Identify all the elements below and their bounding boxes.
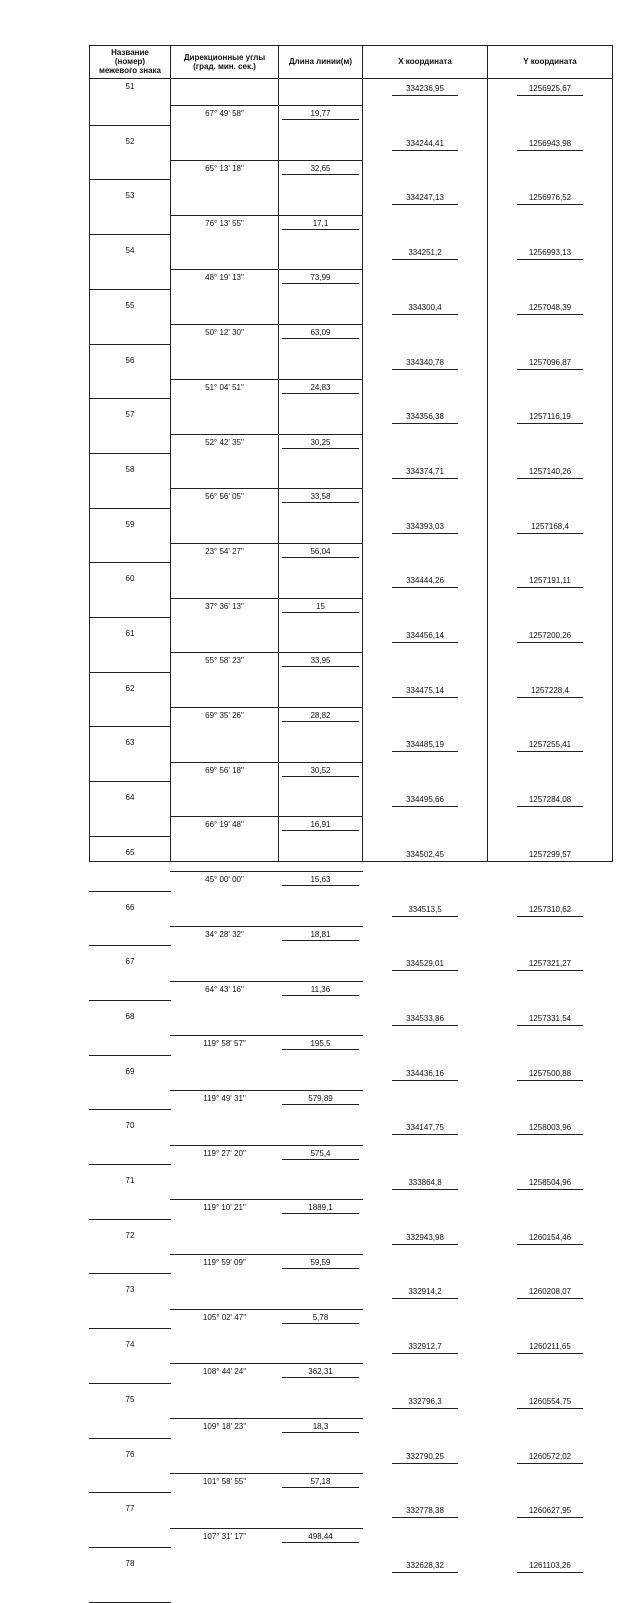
row-border [170,160,363,161]
row-border [170,379,363,380]
row-border [282,1487,359,1488]
row-border [170,762,363,763]
y-coordinate: 1257140,26 [528,467,572,476]
line-length: 18,81 [310,930,331,939]
row-border [282,119,359,120]
row-border [89,781,171,782]
y-coordinate: 1257500,88 [528,1069,572,1078]
line-length: 32,65 [310,164,331,173]
line-length: 498,44 [308,1532,333,1541]
row-border [517,916,583,917]
direction-angle: 119° 58' 57" [203,1039,246,1048]
row-border [517,95,583,96]
direction-angle: 45° 00' 00" [205,875,244,884]
row-border [89,453,171,454]
line-length: 579,89 [308,1094,333,1103]
point-name: 71 [125,1176,135,1185]
line-length: 56,04 [310,547,331,556]
point-name: 70 [125,1121,135,1130]
row-border [89,1000,171,1001]
row-border [392,95,458,96]
row-border [282,666,359,667]
row-border [392,806,458,807]
y-coordinate: 1257168,4 [531,522,569,531]
direction-angle: 76° 13' 55" [205,219,244,228]
row-border [282,885,359,886]
row-border [392,1408,458,1409]
direction-angle: 65° 13' 18" [205,164,244,173]
x-coordinate: 334374,71 [406,467,444,476]
y-coordinate: 1257310,62 [528,905,572,914]
row-border [170,598,363,599]
x-coordinate: 334251,2 [408,248,442,257]
y-coordinate: 1257116,19 [529,412,571,421]
line-length: 18,3 [312,1422,329,1431]
x-coordinate: 332914,2 [408,1287,442,1296]
row-border [89,945,171,946]
row-border [392,587,458,588]
y-coordinate: 1257321,27 [528,959,572,968]
row-border [392,697,458,698]
row-border [517,1080,583,1081]
row-border [392,1517,458,1518]
row-border [282,1323,359,1324]
row-border [89,1164,171,1165]
row-border [170,981,363,982]
line-length: 15 [316,602,325,611]
row-border [392,314,458,315]
row-border [89,672,171,673]
row-border [392,259,458,260]
x-coordinate: 334456,14 [406,631,444,640]
point-name: 72 [125,1231,135,1240]
row-border [517,150,583,151]
header-line-length: Длина линии(м) [288,57,353,66]
row-border [392,861,458,862]
y-coordinate: 1258504,96 [528,1178,572,1187]
row-border [89,726,171,727]
row-border [392,478,458,479]
line-length: 15,63 [310,875,331,884]
line-length: 16,91 [310,820,331,829]
direction-angle: 66° 19' 48" [205,820,244,829]
x-coordinate: 334495,66 [406,795,444,804]
row-border [170,1473,363,1474]
x-coordinate: 332628,32 [406,1561,444,1570]
y-coordinate: 1260554,75 [528,1397,572,1406]
direction-angle: 56° 56' 05" [205,492,244,501]
row-border [170,1035,363,1036]
row-border [170,1363,363,1364]
point-name: 64 [125,793,135,802]
point-name: 59 [125,520,135,529]
row-border [282,1542,359,1543]
line-length: 28,82 [310,711,331,720]
x-coordinate: 334356,38 [406,412,444,421]
row-border [89,617,171,618]
row-border [517,751,583,752]
direction-angle: 69° 56' 18" [205,766,244,775]
point-name: 54 [125,246,135,255]
direction-angle: 105° 02' 47" [202,1313,247,1322]
row-border [517,533,583,534]
x-coordinate: 334529,01 [406,959,444,968]
row-border [282,1268,359,1269]
row-border [392,642,458,643]
row-border [282,721,359,722]
row-border [517,1244,583,1245]
line-length: 575,4 [310,1149,331,1158]
column-border [362,45,363,861]
direction-angle: 67° 49' 58" [205,109,244,118]
direction-angle: 69° 35' 26" [205,711,244,720]
point-name: 60 [125,574,135,583]
row-border [392,970,458,971]
direction-angle: 101° 58' 55" [202,1477,247,1486]
row-border [89,78,613,79]
row-border [392,1463,458,1464]
row-border [282,338,359,339]
row-border [89,234,171,235]
point-name: 75 [125,1395,135,1404]
row-border [89,508,171,509]
point-name: 69 [125,1067,135,1076]
row-border [517,1408,583,1409]
column-border [612,45,613,861]
line-length: 195,5 [310,1039,331,1048]
row-border [282,283,359,284]
x-coordinate: 332778,38 [406,1506,444,1515]
row-border [392,1244,458,1245]
x-coordinate: 334444,26 [406,576,444,585]
y-coordinate: 1257096,87 [528,358,572,367]
line-length: 1889,1 [308,1203,333,1212]
point-name: 55 [125,301,135,310]
row-border [517,259,583,260]
row-border [517,369,583,370]
row-border [170,215,363,216]
row-border [89,344,171,345]
x-coordinate: 332912,7 [408,1342,442,1351]
row-border [392,916,458,917]
row-border [392,423,458,424]
row-border [89,125,171,126]
y-coordinate: 1260572,02 [528,1452,572,1461]
row-border [282,1104,359,1105]
row-border [89,1219,171,1220]
point-name: 58 [125,465,135,474]
row-border [517,861,583,862]
line-length: 11,36 [310,985,331,994]
row-border [89,891,171,892]
y-coordinate: 1257191,11 [529,576,571,585]
row-border [170,105,363,106]
row-border [517,697,583,698]
y-coordinate: 1257331,54 [528,1014,572,1023]
row-border [517,1572,583,1573]
direction-angle: 48° 19' 13" [205,273,244,282]
row-border [89,289,171,290]
row-border [392,150,458,151]
point-name: 66 [125,903,135,912]
header-direction-angle: Дирекционные углы (град. мин. сек.) [183,52,266,71]
line-length: 5,78 [312,1313,329,1322]
y-coordinate: 1256925,67 [528,84,572,93]
row-border [282,612,359,613]
row-border [89,1383,171,1384]
y-coordinate: 1256943,98 [528,139,572,148]
direction-angle: 107° 31' 17" [202,1532,247,1541]
direction-angle: 109° 18' 23" [202,1422,247,1431]
row-border [517,970,583,971]
y-coordinate: 1260211,65 [529,1342,571,1351]
line-length: 63,09 [310,328,331,337]
direction-angle: 52° 42' 35" [205,438,244,447]
point-name: 51 [125,82,135,91]
row-border [170,324,363,325]
y-coordinate: 1256993,13 [528,248,572,257]
row-border [282,557,359,558]
row-border [282,1159,359,1160]
row-border [517,642,583,643]
x-coordinate: 333864,8 [408,1178,442,1187]
row-border [517,587,583,588]
row-border [282,502,359,503]
row-border [170,434,363,435]
row-border [89,1273,171,1274]
row-border [282,393,359,394]
x-coordinate: 332796,3 [408,1397,442,1406]
point-name: 61 [125,629,135,638]
line-length: 33,58 [310,492,331,501]
y-coordinate: 1257200,26 [528,631,572,640]
line-length: 57,18 [310,1477,331,1486]
row-border [392,1298,458,1299]
row-border [89,1438,171,1439]
row-border [89,398,171,399]
y-coordinate: 1257284,08 [528,795,572,804]
y-coordinate: 1260154,46 [528,1233,572,1242]
point-name: 67 [125,957,135,966]
y-coordinate: 1257228,4 [531,686,569,695]
row-border [517,478,583,479]
y-coordinate: 1261103,26 [529,1561,571,1570]
direction-angle: 119° 49' 31" [203,1094,246,1103]
header-y-coordinate: Y координата [523,57,577,66]
row-border [282,1049,359,1050]
row-border [517,1025,583,1026]
direction-angle: 55° 58' 23" [205,656,244,665]
row-border [517,1134,583,1135]
row-border [170,926,363,927]
row-border [89,179,171,180]
x-coordinate: 332790,25 [406,1452,444,1461]
x-coordinate: 334244,41 [406,139,444,148]
point-name: 73 [125,1285,135,1294]
row-border [392,1353,458,1354]
x-coordinate: 334393,03 [406,522,444,531]
row-border [282,830,359,831]
line-length: 33,95 [310,656,331,665]
column-border [487,45,488,861]
row-border [170,1090,363,1091]
x-coordinate: 334533,86 [406,1014,444,1023]
x-coordinate: 334300,4 [408,303,442,312]
row-border [517,314,583,315]
line-length: 24,83 [310,383,331,392]
y-coordinate: 1260627,95 [528,1506,572,1515]
x-coordinate: 334513,5 [408,905,442,914]
row-border [517,806,583,807]
point-name: 52 [125,137,135,146]
row-border [170,816,363,817]
line-length: 59,59 [310,1258,331,1267]
header-point-name: Название (номер) межевого знака [98,48,162,75]
line-length: 30,52 [310,766,331,775]
line-length: 362,31 [308,1367,333,1376]
direction-angle: 119° 10' 21" [203,1203,246,1212]
row-border [170,1254,363,1255]
direction-angle: 34° 28' 32" [205,930,244,939]
row-border [517,1517,583,1518]
row-border [89,1055,171,1056]
row-border [392,369,458,370]
row-border [282,229,359,230]
row-border [170,871,363,872]
y-coordinate: 1257299,57 [528,850,572,859]
point-name: 68 [125,1012,135,1021]
row-border [282,1213,359,1214]
row-border [170,652,363,653]
direction-angle: 50° 12' 30" [205,328,244,337]
x-coordinate: 332943,98 [406,1233,444,1242]
row-border [282,174,359,175]
row-border [282,1377,359,1378]
y-coordinate: 1256976,52 [528,193,572,202]
point-name: 74 [125,1340,135,1349]
row-border [170,1145,363,1146]
row-border [89,562,171,563]
row-border [392,1025,458,1026]
row-border [170,1309,363,1310]
row-border [170,269,363,270]
row-border [392,1134,458,1135]
point-name: 53 [125,191,135,200]
y-coordinate: 1260208,07 [528,1287,572,1296]
row-border [392,1572,458,1573]
row-border [170,543,363,544]
x-coordinate: 334247,13 [406,193,444,202]
line-length: 30,25 [310,438,331,447]
x-coordinate: 334436,16 [406,1069,444,1078]
row-border [392,751,458,752]
row-border [517,1189,583,1190]
point-name: 56 [125,356,135,365]
x-coordinate: 334475,14 [406,686,444,695]
row-border [517,1353,583,1354]
row-border [517,204,583,205]
row-border [392,533,458,534]
row-border [170,707,363,708]
row-border [517,1463,583,1464]
row-border [89,1547,171,1548]
row-border [170,1528,363,1529]
point-name: 57 [125,410,135,419]
x-coordinate: 334485,19 [406,740,444,749]
row-border [282,940,359,941]
row-border [170,488,363,489]
row-border [282,776,359,777]
point-name: 63 [125,738,135,747]
x-coordinate: 334340,78 [406,358,444,367]
row-border [392,1189,458,1190]
row-border [282,1432,359,1433]
line-length: 19,77 [310,109,331,118]
y-coordinate: 1257255,41 [528,740,572,749]
row-border [392,204,458,205]
direction-angle: 23° 54' 27" [205,547,244,556]
row-border [517,1298,583,1299]
point-name: 65 [125,848,135,857]
x-coordinate: 334502,45 [406,850,444,859]
x-coordinate: 334147,75 [406,1123,444,1132]
direction-angle: 119° 59' 09" [203,1258,246,1267]
direction-angle: 119° 27' 20" [203,1149,246,1158]
x-coordinate: 334236,95 [406,84,444,93]
direction-angle: 64° 43' 16" [205,985,244,994]
line-length: 73,99 [310,273,331,282]
point-name: 78 [125,1559,135,1568]
point-name: 77 [125,1504,135,1513]
row-border [89,836,171,837]
row-border [282,995,359,996]
y-coordinate: 1257048,39 [528,303,572,312]
direction-angle: 51° 04' 51" [205,383,244,392]
row-border [517,423,583,424]
direction-angle: 108° 44' 24" [202,1367,247,1376]
row-border [89,1328,171,1329]
y-coordinate: 1258003,96 [528,1123,572,1132]
row-border [89,1109,171,1110]
line-length: 17,1 [312,219,329,228]
row-border [170,1199,363,1200]
point-name: 62 [125,684,135,693]
row-border [89,1492,171,1493]
header-x-coordinate: X координата [398,57,452,66]
row-border [282,448,359,449]
point-name: 76 [125,1450,135,1459]
row-border [392,1080,458,1081]
direction-angle: 37° 36' 13" [205,602,244,611]
row-border [170,1418,363,1419]
